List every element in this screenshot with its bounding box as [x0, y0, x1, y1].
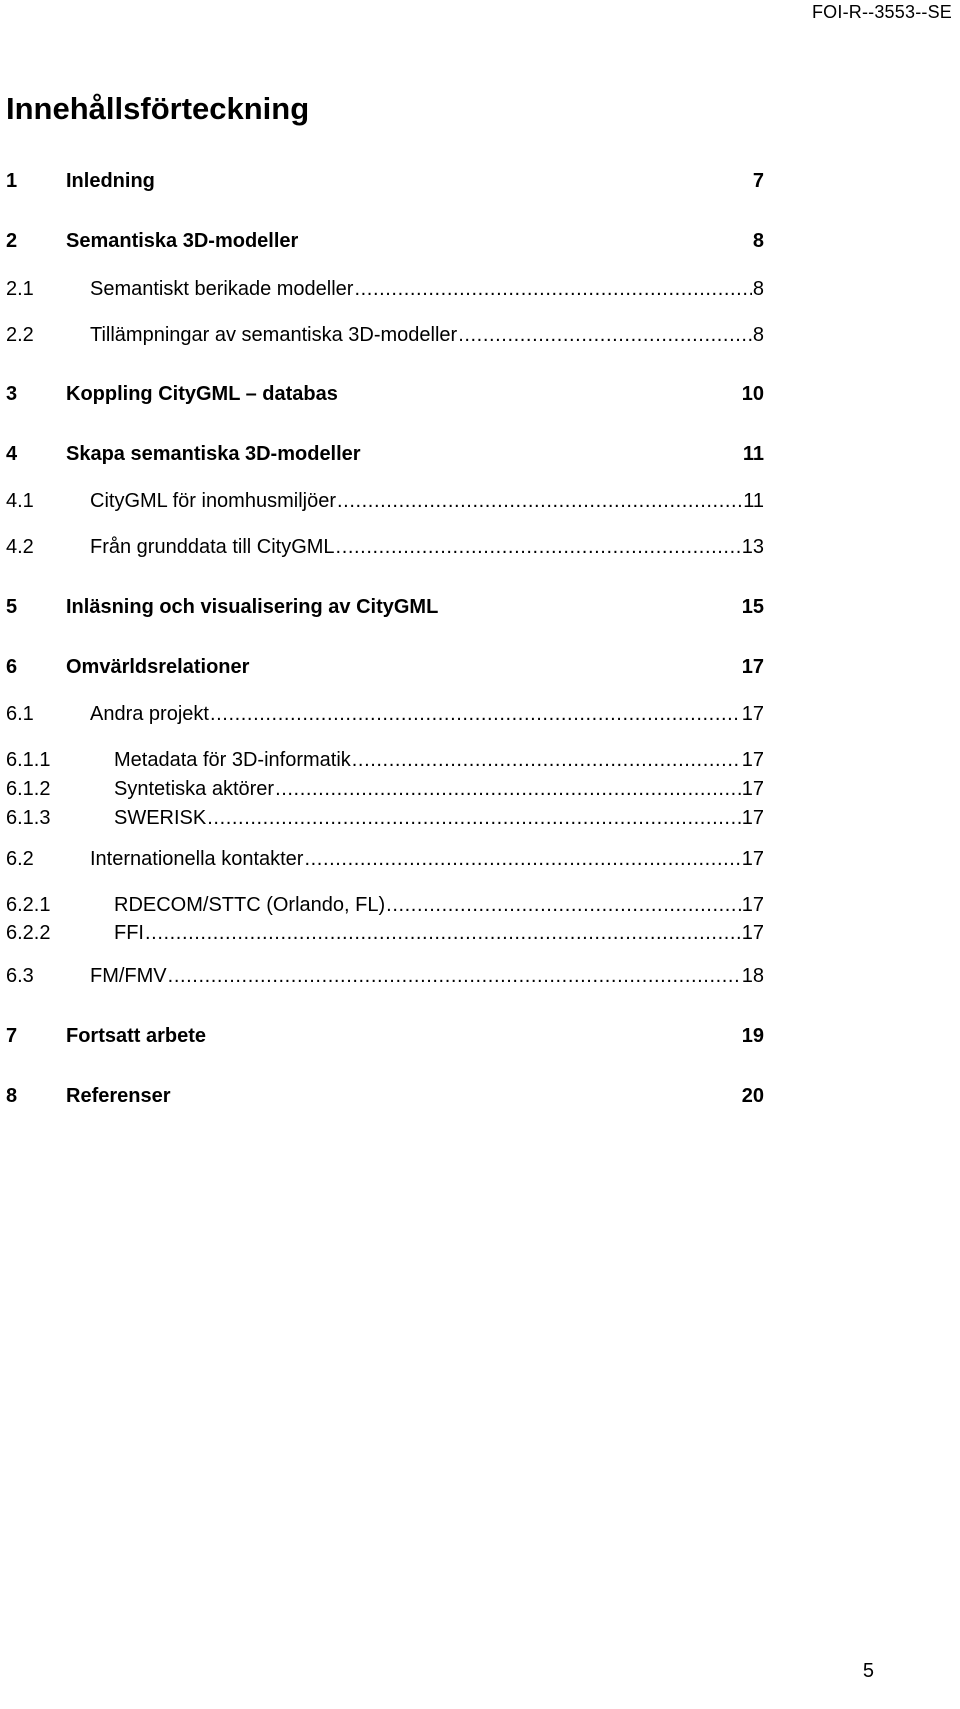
toc-entry-2-1[interactable] — [6, 276, 764, 302]
page-title: Innehållsförteckning — [6, 91, 310, 126]
toc-entry-label: Fortsatt arbete — [66, 1025, 207, 1047]
toc-dot-leader — [386, 892, 741, 918]
toc-entry-page: 11 — [742, 443, 764, 465]
toc-entry-label: CityGML för inomhusmiljöer — [90, 490, 336, 512]
toc-entry-6-1[interactable] — [6, 701, 764, 727]
toc-entry-label: RDECOM/STTC (Orlando, FL) — [114, 894, 386, 916]
toc-entry-page: 17 — [741, 749, 764, 771]
toc-entry-number: 4.1 — [6, 490, 34, 512]
toc-entry-6-2-1[interactable] — [6, 892, 764, 918]
toc-entry-page: 17 — [741, 778, 764, 800]
toc-entry-label: Från grunddata till CityGML — [90, 536, 335, 558]
toc-entry-number: 6.1.3 — [6, 807, 51, 829]
toc-entry-page: 8 — [752, 278, 764, 300]
toc-entry-page: 8 — [752, 230, 764, 252]
toc-dot-leader — [354, 276, 751, 302]
toc-entry-number: 4.2 — [6, 536, 34, 558]
toc-entry-page: 7 — [752, 170, 764, 192]
toc-entry-label: Andra projekt — [90, 703, 209, 725]
toc-dot-leader — [145, 920, 741, 946]
toc-entry-1[interactable] — [6, 168, 764, 194]
toc-entry-number: 2.2 — [6, 324, 34, 346]
page-number: 5 — [862, 1660, 874, 1682]
toc-entry-label: SWERISK — [114, 807, 207, 829]
toc-dot-leader — [337, 488, 742, 514]
toc-entry-label: Internationella kontakter — [90, 848, 304, 870]
toc-entry-6-2-2[interactable] — [6, 920, 764, 946]
toc-entry-label: Syntetiska aktörer — [114, 778, 275, 800]
toc-entry-page: 17 — [741, 848, 764, 870]
toc-entry-number: 6 — [6, 656, 18, 678]
toc-entry-number: 7 — [6, 1025, 18, 1047]
toc-entry-2[interactable] — [6, 228, 764, 254]
toc-entry-7[interactable] — [6, 1023, 764, 1049]
toc-entry-page: 8 — [752, 324, 764, 346]
toc-entry-number: 4 — [6, 443, 18, 465]
toc-entry-label: Semantiskt berikade modeller — [90, 278, 354, 300]
toc-dot-leader — [210, 701, 741, 727]
toc-entry-number: 2 — [6, 230, 18, 252]
toc-entry-label: Inläsning och visualisering av CityGML — [66, 596, 439, 618]
toc-entry-6-3[interactable] — [6, 963, 764, 989]
toc-dot-leader — [352, 747, 741, 773]
toc-entry-label: Skapa semantiska 3D-modeller — [66, 443, 361, 465]
toc-dot-leader — [336, 534, 741, 560]
toc-entry-label: Semantiska 3D-modeller — [66, 230, 299, 252]
toc-entry-page: 17 — [741, 656, 764, 678]
toc-entry-number: 6.1.2 — [6, 778, 51, 800]
toc-entry-page: 13 — [741, 536, 764, 558]
toc-entry-page: 15 — [741, 596, 764, 618]
toc-entry-number: 6.1.1 — [6, 749, 51, 771]
toc-entry-8[interactable] — [6, 1083, 764, 1109]
toc-entry-6-1-3[interactable] — [6, 805, 764, 831]
toc-entry-6[interactable] — [6, 654, 764, 680]
toc-entry-page: 19 — [741, 1025, 764, 1047]
toc-entry-page: 17 — [741, 894, 764, 916]
toc-entry-3[interactable] — [6, 381, 764, 407]
toc-entry-number: 6.2 — [6, 848, 34, 870]
toc-entry-6-1-2[interactable] — [6, 776, 764, 802]
toc-entry-page: 18 — [741, 965, 764, 987]
toc-entry-number: 2.1 — [6, 278, 34, 300]
toc-entry-2-2[interactable] — [6, 322, 764, 348]
toc-dot-leader — [168, 963, 741, 989]
toc-entry-number: 6.1 — [6, 703, 34, 725]
document-id: FOI-R--3553--SE — [811, 2, 952, 22]
toc-entry-page: 17 — [741, 807, 764, 829]
toc-entry-4-2[interactable] — [6, 534, 764, 560]
toc-dot-leader — [275, 776, 741, 802]
toc-dot-leader — [304, 846, 740, 872]
toc-entry-number: 6.2.1 — [6, 894, 51, 916]
toc-entry-4-1[interactable] — [6, 488, 764, 514]
toc-entry-label: FFI — [114, 922, 144, 944]
toc-entry-6-1-1[interactable] — [6, 747, 764, 773]
toc-entry-label: Metadata för 3D-informatik — [114, 749, 351, 771]
toc-entry-number: 6.2.2 — [6, 922, 51, 944]
toc-entry-page: 20 — [741, 1085, 764, 1107]
toc-entry-number: 6.3 — [6, 965, 34, 987]
toc-entry-page: 17 — [741, 922, 764, 944]
toc-entry-page: 11 — [743, 490, 764, 512]
toc-entry-number: 5 — [6, 596, 18, 618]
toc-entry-label: Koppling CityGML – databas — [66, 383, 338, 405]
toc-entry-label: Referenser — [66, 1085, 171, 1107]
toc-entry-5[interactable] — [6, 594, 764, 620]
toc-entry-page: 10 — [741, 383, 764, 405]
toc-entry-label: Tillämpningar av semantiska 3D-modeller — [90, 324, 458, 346]
toc-entry-label: Inledning — [66, 170, 155, 192]
toc-entry-page: 17 — [741, 703, 764, 725]
toc-entry-label: FM/FMV — [90, 965, 167, 987]
toc-entry-number: 3 — [6, 383, 18, 405]
toc-entry-number: 8 — [6, 1085, 18, 1107]
toc-entry-label: Omvärldsrelationer — [66, 656, 250, 678]
toc-entry-6-2[interactable] — [6, 846, 764, 872]
toc-dot-leader — [207, 805, 741, 831]
toc-entry-number: 1 — [6, 170, 18, 192]
toc-dot-leader — [458, 322, 752, 348]
toc-entry-4[interactable] — [6, 441, 764, 467]
